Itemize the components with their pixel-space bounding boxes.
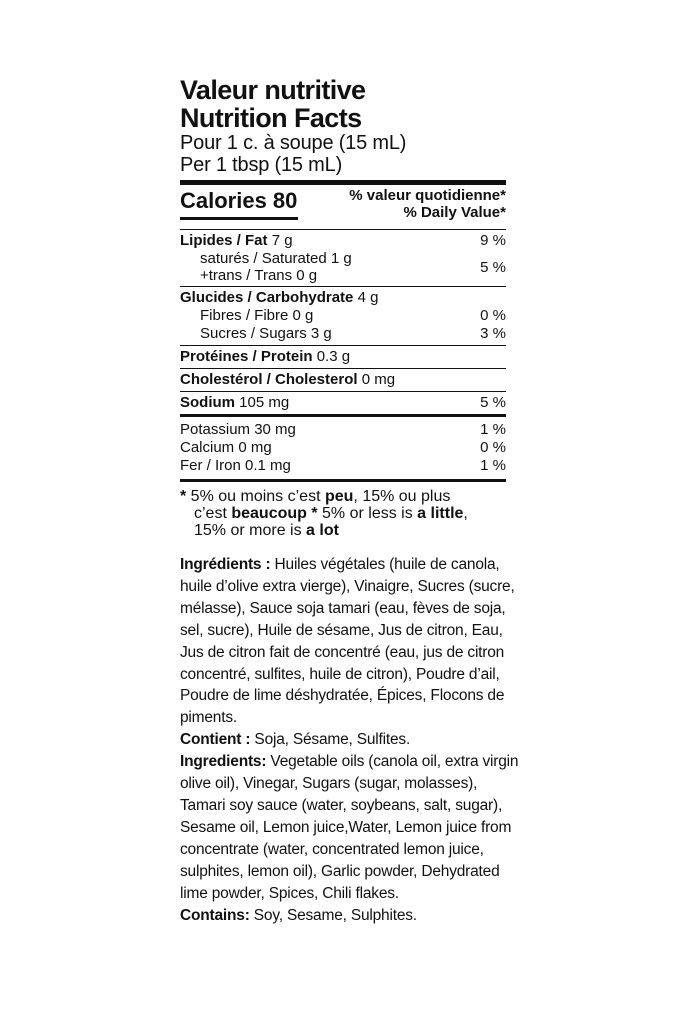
trans-amount: 0 g — [296, 267, 318, 284]
contains-en-label: Contains: — [180, 906, 250, 924]
nutrition-facts-table — [180, 76, 506, 539]
calories: Calories 80 — [180, 188, 298, 213]
fibre-amount: 0 g — [292, 307, 314, 324]
sugars-dv: 3 % — [480, 325, 506, 342]
ingredients-fr-text: Huiles végétales (huile de canola, huile d’olive extra vierge), Vinaigre, Sucres (sucre, mélasse), Sauce soja tamari (eau, fèves de soja, sel, sucre), Huile de sésame, Jus de citron, Eau, Jus de citron fait de concentré (eau, jus de citron concentré, sulfites, huile de citron), Poudre d’ail, Poudre de lime déshydratée, Épices, Flocons de piments. — [180, 556, 515, 727]
daily-value-header-fr: % valeur quotidienne* — [349, 187, 506, 204]
ingredients-en — [180, 751, 520, 904]
iron-row — [180, 457, 506, 479]
cholesterol-row — [180, 369, 506, 391]
fat-row — [180, 230, 506, 250]
sugars-row — [180, 325, 506, 345]
title-en: Nutrition Facts — [180, 103, 362, 133]
carbohydrate-label: Glucides / Carbohydrate — [180, 289, 354, 306]
footnote-bold: peu — [324, 488, 354, 505]
calcium-dv: 0 % — [480, 439, 506, 456]
contains-en-text: Soy, Sesame, Sulphites. — [249, 906, 417, 924]
sugars-amount: 3 g — [310, 325, 332, 342]
saturated-trans-group — [180, 250, 506, 286]
cholesterol-amount: 0 mg — [361, 371, 396, 388]
fat-dv: 9 % — [480, 232, 506, 249]
title-fr: Valeur nutritive — [180, 75, 366, 105]
potassium-row — [180, 417, 506, 439]
protein-label: Protéines / Protein — [180, 348, 313, 365]
footnote-bold: a lot — [306, 522, 339, 539]
sodium-label: Sodium — [180, 394, 235, 411]
protein-row — [180, 346, 506, 368]
calcium-row — [180, 439, 506, 457]
footnote-text: 5% or less is — [317, 505, 418, 522]
sodium-dv: 5 % — [480, 394, 506, 411]
potassium-label: Potassium — [180, 421, 251, 438]
footnote-text: , 15% ou plus — [353, 488, 451, 505]
footnote-text: c’est — [194, 505, 232, 522]
calcium-amount: 0 mg — [238, 439, 272, 456]
calories-underline — [180, 217, 298, 220]
ingredients-en-label: Ingredients: — [180, 753, 267, 771]
calcium-label: Calcium — [180, 439, 235, 456]
footnote-bold: a little — [417, 505, 464, 522]
serving-size-fr: Pour 1 c. à soupe (15 mL) — [180, 132, 407, 154]
sodium-amount: 105 mg — [239, 394, 290, 411]
iron-dv: 1 % — [480, 457, 506, 474]
divider-medium — [180, 479, 506, 482]
carbohydrate-row — [180, 287, 506, 307]
fat-label: Lipides / Fat — [180, 232, 268, 249]
trans-label: +trans / Trans — [200, 267, 293, 284]
contains-en — [180, 905, 520, 927]
contains-fr — [180, 729, 520, 751]
daily-value-header-en: % Daily Value* — [403, 204, 506, 221]
footnote-text: 5% ou moins c’est — [186, 488, 325, 505]
fibre-row — [180, 307, 506, 325]
potassium-dv: 1 % — [480, 421, 506, 438]
ingredients-en-text: Vegetable oils (canola oil, extra virgin olive oil), Vinegar, Sugars (sugar, molasses), Tamari soy sauce (water, soybeans, salt, sugar), Sesame oil, Lemon juice,Water, Lemon juice from concentrate (water, concentrated lemon juice, sulphites, lemon oil), Garlic powder, Dehydrated lime powder, Spices, Chili flakes. — [180, 753, 519, 902]
ingredients-section — [180, 554, 520, 926]
saturated-amount: 1 g — [330, 250, 352, 267]
saturated-trans-dv: 5 % — [480, 258, 506, 276]
ingredients-fr — [180, 554, 520, 729]
serving-size-en: Per 1 tbsp (15 mL) — [180, 154, 343, 176]
iron-amount: 0.1 mg — [245, 457, 291, 474]
protein-amount: 0.3 g — [316, 348, 351, 365]
calories-row — [180, 185, 506, 229]
contains-fr-text: Soja, Sésame, Sulfites. — [250, 731, 411, 749]
fat-amount: 7 g — [271, 232, 293, 249]
ingredients-fr-label: Ingrédients : — [180, 556, 271, 573]
iron-label: Fer / Iron — [180, 457, 241, 474]
daily-value-header — [349, 187, 506, 221]
footnote-bold: beaucoup * — [231, 505, 318, 522]
footnote — [180, 488, 506, 539]
footnote-star: * — [180, 488, 187, 505]
cholesterol-label: Cholestérol / Cholesterol — [180, 371, 358, 388]
fibre-dv: 0 % — [480, 307, 506, 324]
potassium-amount: 30 mg — [254, 421, 296, 438]
contains-fr-label: Contient : — [180, 731, 251, 749]
carbohydrate-amount: 4 g — [357, 289, 379, 306]
saturated-label: saturés / Saturated — [200, 250, 327, 267]
footnote-text: , — [463, 505, 468, 522]
sodium-row — [180, 392, 506, 414]
footnote-text: 15% or more is — [194, 522, 307, 539]
fibre-label: Fibres / Fibre — [200, 307, 289, 324]
sugars-label: Sucres / Sugars — [200, 325, 307, 342]
